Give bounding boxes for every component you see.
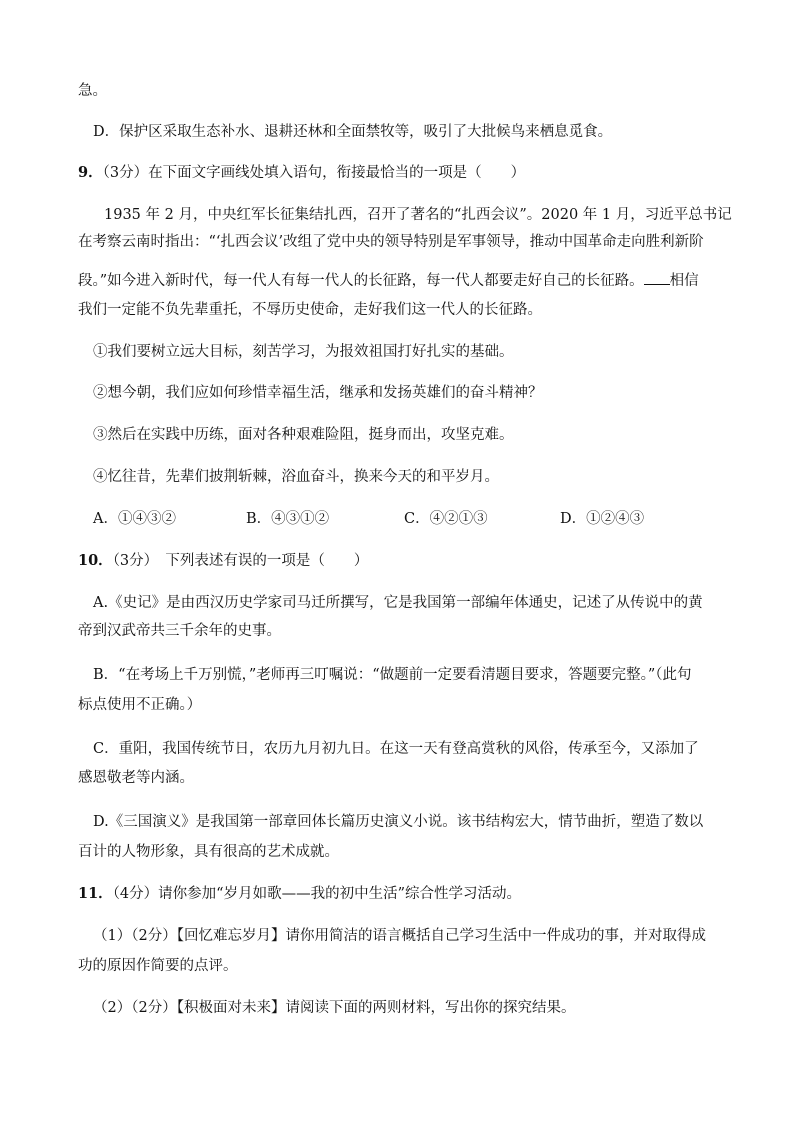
q9-score: （3分） bbox=[102, 165, 149, 181]
q11-sub2: （2）（2分）【积极面对未来】请阅读下面的两则材料，写出你的探究结果。 bbox=[93, 1000, 576, 1016]
q10-option-b-line-2: 标点使用不正确。） bbox=[78, 697, 202, 713]
q10-stem: 下列表述有误的一项是（ ） bbox=[150, 553, 369, 569]
q10-heading bbox=[78, 551, 368, 571]
q9-sentence-3: ③然后在实践中历练，面对各种艰难险阻，挺身而出，攻坚克难。 bbox=[93, 427, 514, 443]
q11-sub1-line-2: 功的原因作简要的点评。 bbox=[78, 958, 238, 974]
q11-sub1-line-1: （1）（2分）【回忆难忘岁月】请你用简洁的语言概括自己学习生活中一件成功的事，并对取得成 bbox=[93, 928, 706, 944]
q11-heading bbox=[78, 884, 521, 904]
q11-score: （4分） bbox=[112, 886, 159, 902]
q9-heading bbox=[78, 163, 525, 183]
q9-sentence-4: ④忆往昔，先辈们披荆斩棘，浴血奋斗，换来今天的和平岁月。 bbox=[93, 469, 499, 485]
q9-passage-line-3 bbox=[78, 270, 699, 291]
q9-passage-line-4: 我们一定能不负先辈重托，不辱历史使命，走好我们这一代人的长征路。 bbox=[78, 302, 542, 318]
q11-stem: 请你参加“岁月如歌——我的初中生活”综合性学习活动。 bbox=[158, 886, 521, 902]
q9-passage-continue: 相信 bbox=[669, 273, 699, 289]
q10-option-c-line-2: 感恩敬老等内涵。 bbox=[78, 770, 194, 786]
q9-stem: 在下面文字画线处填入语句，衔接最恰当的一项是（ ） bbox=[148, 165, 526, 181]
q10-number: 10． bbox=[78, 552, 113, 569]
q8-option-d: D．保护区采取生态补水、退耕还林和全面禁牧等，吸引了大批候鸟来栖息觅食。 bbox=[93, 124, 613, 140]
q9-passage-line-2: 在考察云南时指出：“‘扎西会议’改组了党中央的领导特别是军事领导，推动中国革命走向胜利新阶 bbox=[78, 234, 704, 250]
q10-option-a-line-2: 帝到汉武帝共三千余年的史事。 bbox=[78, 623, 281, 639]
q9-choice-c: C．④②①③ bbox=[404, 511, 488, 527]
q9-sentence-2: ②想今朝，我们应如何珍惜幸福生活，继承和发扬英雄们的奋斗精神？ bbox=[93, 385, 543, 401]
q9-passage-text: 段。”如今进入新时代，每一代人有每一代人的长征路，每一代人都要走好自己的长征路。 bbox=[78, 273, 644, 289]
q10-option-b-line-1: B．“在考场上千万别慌，”老师再三叮嘱说：“做题前一定要看清题目要求，答题要完整。”（此句 bbox=[93, 667, 692, 683]
q9-passage-line-1: 1935 年 2 月，中央红军长征集结扎西，召开了著名的“扎西会议”。2020 年 1 月，习近平总书记 bbox=[104, 207, 732, 223]
q11-number: 11． bbox=[78, 885, 113, 902]
q9-choice-b: B．④③①② bbox=[246, 511, 330, 527]
q10-option-a-line-1: A.《史记》是由西汉历史学家司马迁所撰写，它是我国第一部编年体通史，记述了从传说中的黄 bbox=[93, 595, 703, 611]
q10-option-c-line-1: C．重阳，我国传统节日，农历九月初九日。在这一天有登高赏秋的风俗，传承至今，又添加了 bbox=[93, 741, 699, 757]
q9-number: 9． bbox=[78, 164, 103, 181]
q10-option-d-line-2: 百计的人物形象，具有很高的艺术成就。 bbox=[78, 844, 339, 860]
q10-score: （3分） bbox=[112, 553, 151, 569]
q9-sentence-1: ①我们要树立远大目标，刻苦学习，为报效祖国打好扎实的基础。 bbox=[93, 344, 514, 360]
blank-underline bbox=[644, 270, 670, 285]
q10-option-d-line-1: D.《三国演义》是我国第一部章回体长篇历史演义小说。该书结构宏大，情节曲折，塑造了数以 bbox=[93, 814, 704, 830]
q9-choice-a: A．①④③② bbox=[93, 511, 176, 527]
q9-choice-d: D．①②④③ bbox=[560, 511, 645, 527]
q8-continuation: 急。 bbox=[78, 83, 107, 99]
